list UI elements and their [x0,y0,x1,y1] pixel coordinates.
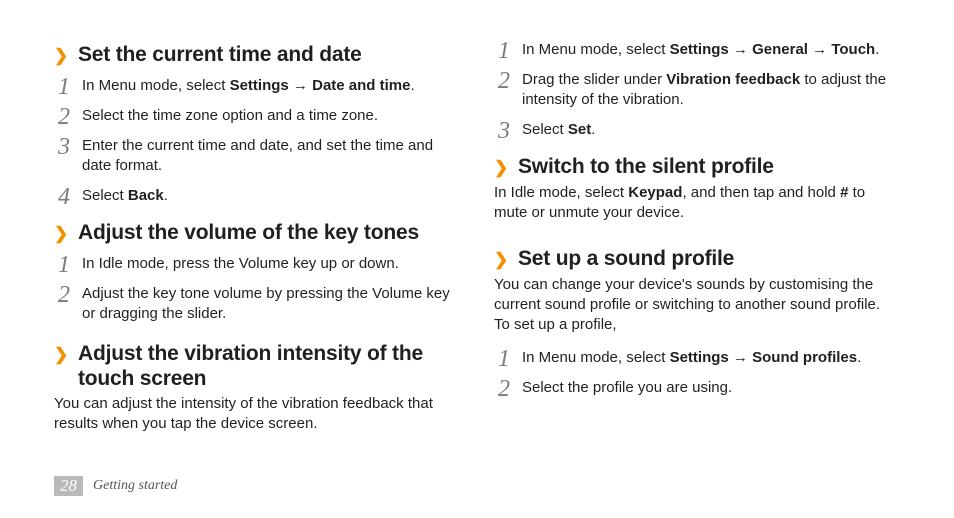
chevron-icon: ❯ [54,46,69,65]
chevron-icon: ❯ [494,158,509,177]
body-paragraph: You can change your device's sounds by customising the current sound profile or switching to another sound profile. To set up a profile, [494,276,881,333]
step-number: 1 [498,38,510,64]
page-number: 28 [54,476,83,496]
step-item [494,38,894,64]
step-item [54,74,454,100]
step-list [494,38,894,144]
step-number: 1 [498,346,510,372]
step-text: Enter the current time and date, and set the time and date format. [82,137,434,174]
step-number: 1 [58,74,70,100]
step-list [54,74,454,210]
step-item [494,376,894,402]
section-heading: ❯ Set the current time and date [54,43,362,66]
step-text: In Menu mode, select Settings → Sound profiles. [522,349,862,366]
step-item [54,104,454,130]
chevron-icon: ❯ [494,250,509,269]
body-paragraph: In Idle mode, select Keypad, and then tap and hold # to mute or unmute your device. [494,184,866,221]
step-text: Adjust the key tone volume by pressing the Volume key or dragging the slider. [82,285,450,322]
step-text: Select the time zone option and a time zone. [82,107,379,124]
chevron-icon: ❯ [54,345,69,364]
left-column [54,42,454,434]
step-list [494,346,894,402]
step-item [494,118,894,144]
step-item [54,284,454,324]
section-heading: ❯ Adjust the volume of the key tones [54,221,419,244]
section-heading: ❯ Set up a sound profile [494,247,735,270]
step-item [54,184,454,210]
step-number: 3 [58,134,70,160]
step-text: In Menu mode, select Settings → Date and time. [82,77,415,94]
section-heading: ❯ Adjust the vibration intensity of the touch screen [54,342,423,390]
step-text: In Idle mode, press the Volume key up or down. [82,255,399,272]
step-item [494,346,894,372]
step-number: 2 [58,104,70,130]
body-paragraph: You can adjust the intensity of the vibration feedback that results when you tap the device screen. [54,395,433,432]
section-heading: ❯ Switch to the silent profile [494,155,774,178]
right-column [494,40,894,408]
step-list [54,254,454,324]
hash-key-icon: # [840,184,849,201]
step-item [54,252,454,278]
step-text: Select Set. [522,121,596,138]
page-footer [54,476,177,496]
step-number: 2 [58,282,70,308]
step-item [54,136,454,176]
footer-section-name: Getting started [93,478,178,493]
step-number: 1 [58,252,70,278]
step-item [494,70,894,110]
step-number: 2 [498,376,510,402]
step-text: Select the profile you are using. [522,379,733,396]
step-number: 4 [58,184,70,210]
step-number: 2 [498,68,510,94]
step-text: In Menu mode, select Settings → General → Touch. [522,41,880,58]
step-text: Select Back. [82,187,168,204]
chevron-icon: ❯ [54,224,69,243]
step-number: 3 [498,118,510,144]
step-text: Drag the slider under Vibration feedback to adjust the intensity of the vibration. [522,71,887,108]
